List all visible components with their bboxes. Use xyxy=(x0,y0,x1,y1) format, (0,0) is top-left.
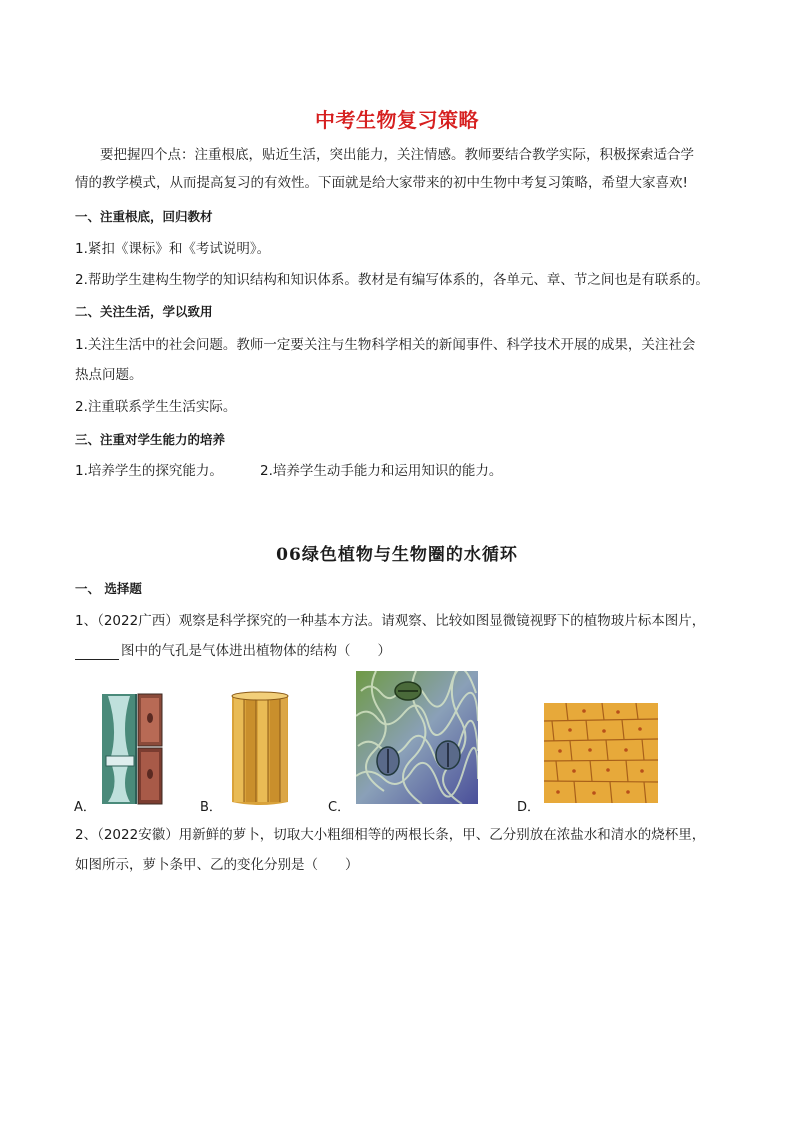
intro-line-1: 要把握四个点：注重根底，贴近生活，突出能力，关注情感。教师要结合教学实际，积极探索适合学 xyxy=(100,147,694,163)
section-2-item-1-cont: 热点问题。 xyxy=(75,367,143,383)
option-a-label: A． xyxy=(74,800,96,815)
section-3-heading: 三、注重对学生能力的培养 xyxy=(75,432,226,447)
option-c-label: C． xyxy=(328,800,351,815)
section-3-item-1: 1.培养学生的探究能力。 xyxy=(75,463,223,479)
question-2-line-2: 如图所示，萝卜条甲、乙的变化分别是（ ） xyxy=(75,857,359,873)
section-1-heading: 一、注重根底，回归教材 xyxy=(75,209,213,224)
epidermis-cells-image xyxy=(544,703,658,803)
stomata-image xyxy=(356,671,478,804)
fiber-tissue-image xyxy=(228,690,292,806)
option-b-label: B． xyxy=(200,800,222,815)
exercise-title: 06绿色植物与生物圈的水循环 xyxy=(276,545,518,565)
option-d-label: D． xyxy=(517,800,541,815)
intro-line-2: 情的教学模式，从而提高复习的有效性。下面就是给大家带来的初中生物中考复习策略，希望大家喜欢! xyxy=(75,175,688,191)
question-2-line-1: 2、（2022安徽）用新鲜的萝卜，切取大小粗细相等的两根长条，甲、乙分别放在浓盐水和清水的烧杯里， xyxy=(75,827,706,843)
section-2-heading: 二、关注生活，学以致用 xyxy=(75,304,213,319)
section-3-item-2: 2.培养学生动手能力和运用知识的能力。 xyxy=(260,463,503,479)
document-title: 中考生物复习策略 xyxy=(315,108,479,132)
question-1-line-2-text: 图中的气孔是气体进出植物体的结构（ ） xyxy=(121,643,391,659)
section-2-item-1: 1.关注生活中的社会问题。教师一定要关注与生物科学相关的新闻事件、科学技术开展的成果，关注社会 xyxy=(75,337,696,353)
section-1-item-1: 1.紧扣《课标》和《考试说明》。 xyxy=(75,241,271,257)
answer-blank xyxy=(75,645,119,660)
exercise-section-heading: 一、 选择题 xyxy=(75,581,142,596)
vessel-image xyxy=(100,690,164,808)
section-1-item-2: 2.帮助学生建构生物学的知识结构和知识体系。教材是有编写体系的，各单元、章、节之间也是有联系的。 xyxy=(75,272,709,288)
section-2-item-2: 2.注重联系学生生活实际。 xyxy=(75,399,237,415)
question-1-line-1: 1、（2022广西）观察是科学探究的一种基本方法。请观察、比较如图显微镜视野下的植物玻片标本图片， xyxy=(75,613,706,629)
question-1-line-2 xyxy=(75,642,391,660)
